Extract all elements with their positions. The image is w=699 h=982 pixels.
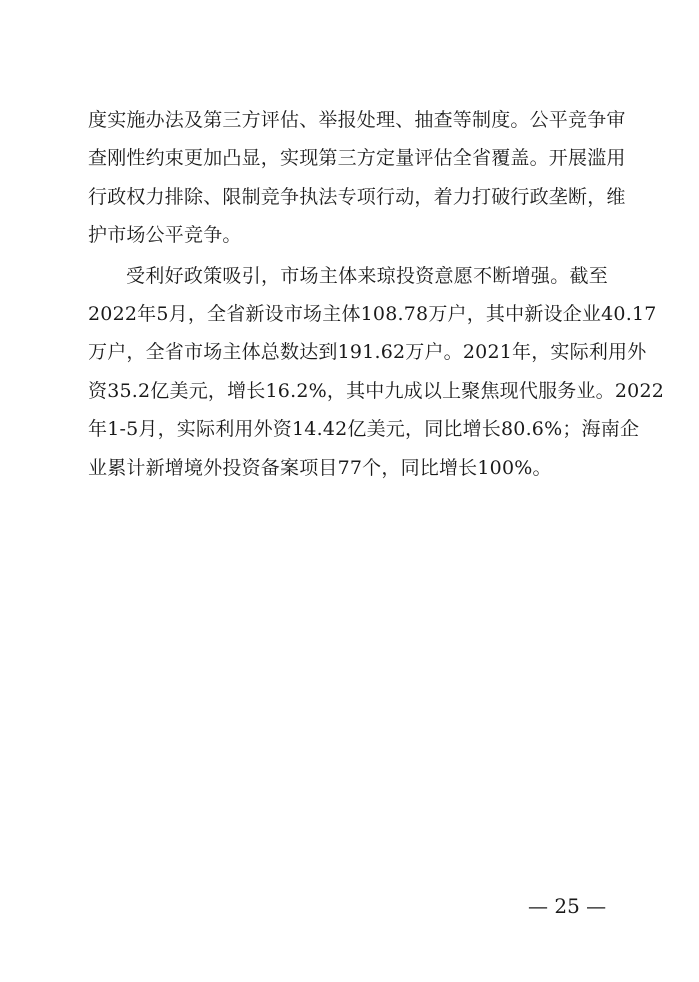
text-line: 受利好政策吸引，市场主体来琼投资意愿不断增强。截至 — [126, 264, 608, 287]
paragraph-2 — [88, 257, 665, 487]
text-line: 度实施办法及第三方评估、举报处理、抽查等制度。公平竞争审 — [88, 109, 626, 131]
body-text — [88, 101, 665, 487]
text-line: 查刚性约束更加凸显，实现第三方定量评估全省覆盖。开展滥用 — [88, 147, 626, 170]
text-line: 护市场公平竞争。 — [88, 224, 242, 247]
text-line: 年1-5月，实际利用外资14.42亿美元，同比增长80.6%；海南企 — [88, 418, 640, 441]
text-line: 资35.2亿美元，增长16.2%，其中九成以上聚焦现代服务业。2022 — [88, 379, 665, 402]
text-line: 万户，全省市场主体总数达到191.62万户。2021年，实际利用外 — [88, 341, 647, 364]
text-line: 2022年5月，全省新设市场主体108.78万户，其中新设企业40.17 — [88, 302, 657, 325]
text-line: 业累计新增境外投资备案项目77个，同比增长100%。 — [88, 456, 552, 479]
text-line: 行政权力排除、限制竞争执法专项行动，着力打破行政垄断，维 — [88, 185, 626, 208]
paragraph-1 — [88, 101, 626, 255]
page-number: — 25 — — [528, 894, 607, 918]
